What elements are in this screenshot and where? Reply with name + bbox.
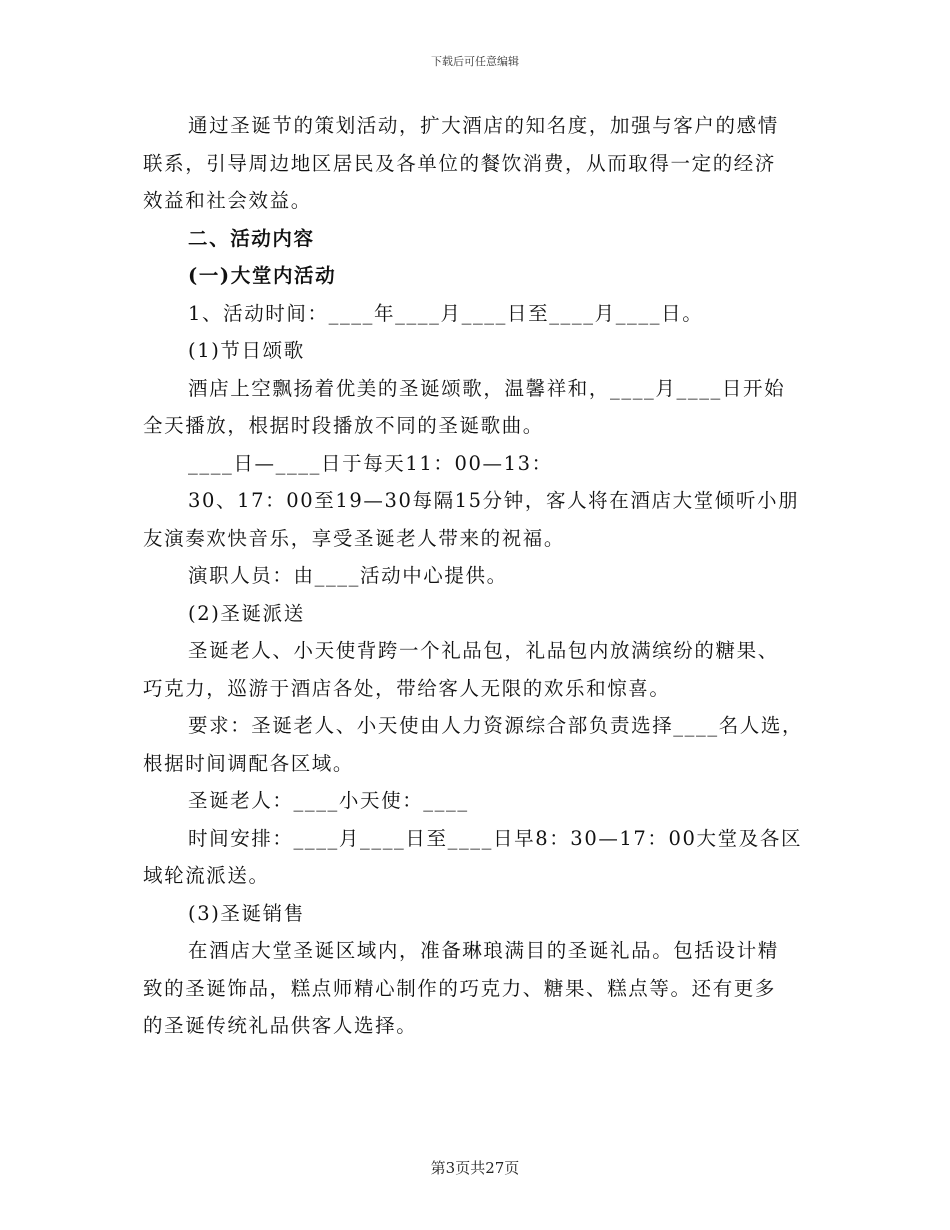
text-line: 致的圣诞饰品，糕点师精心制作的巧克力、糖果、糕点等。还有更多 <box>143 976 777 1000</box>
page-header: 下载后可任意编辑 <box>431 55 519 68</box>
text-line: 域轮流派送。 <box>143 864 270 887</box>
document-body <box>143 107 808 1045</box>
section-heading: (一)大堂内活动 <box>188 264 337 287</box>
text-line: (2)圣诞派送 <box>188 601 305 625</box>
text-line: (3)圣诞销售 <box>188 901 305 925</box>
text-line: 通过圣诞节的策划活动，扩大酒店的知名度，加强与客户的感情 <box>188 114 779 137</box>
text-line: 根据时间调配各区域。 <box>143 751 355 775</box>
text-line: 效益和社会效益。 <box>143 189 312 212</box>
text-line: 巧克力，巡游于酒店各处，带给客人无限的欢乐和惊喜。 <box>143 676 671 700</box>
text-line: (1)节日颂歌 <box>188 339 305 362</box>
text-line: 要求：圣诞老人、小天使由人力资源综合部负责选择____名人选， <box>188 714 804 737</box>
text-line: 1、活动时间：____年____月____日至____月____日。 <box>188 301 704 325</box>
text-line: 圣诞老人、小天使背跨一个礼品包，礼品包内放满缤纷的糖果、 <box>188 639 779 662</box>
text-line: 在酒店大堂圣诞区域内，准备琳琅满目的圣诞礼品。包括设计精 <box>188 939 779 962</box>
text-line: 演职人员：由____活动中心提供。 <box>188 564 508 587</box>
section-heading: 二、活动内容 <box>188 226 315 250</box>
text-line: 酒店上空飘扬着优美的圣诞颂歌，温馨祥和，____月____日开始 <box>188 376 786 400</box>
text-line: 联系，引导周边地区居民及各单位的餐饮消费，从而取得一定的经济 <box>143 151 777 175</box>
text-line: 时间安排：____月____日至____日早8：30—17：00大堂及各区 <box>188 826 803 850</box>
text-line: 友演奏欢快音乐，享受圣诞老人带来的祝福。 <box>143 526 566 550</box>
text-line: 全天播放，根据时段播放不同的圣诞歌曲。 <box>143 414 544 437</box>
text-line: ____日—____日于每天11：00—13： <box>188 451 553 475</box>
text-line: 的圣诞传统礼品供客人选择。 <box>143 1014 418 1037</box>
text-line: 圣诞老人：____小天使：____ <box>188 789 469 812</box>
page-footer: 第3页共27页 <box>430 1159 520 1177</box>
text-line: 30、17：00至19—30每隔15分钟，客人将在酒店大堂倾听小朋 <box>188 489 800 512</box>
